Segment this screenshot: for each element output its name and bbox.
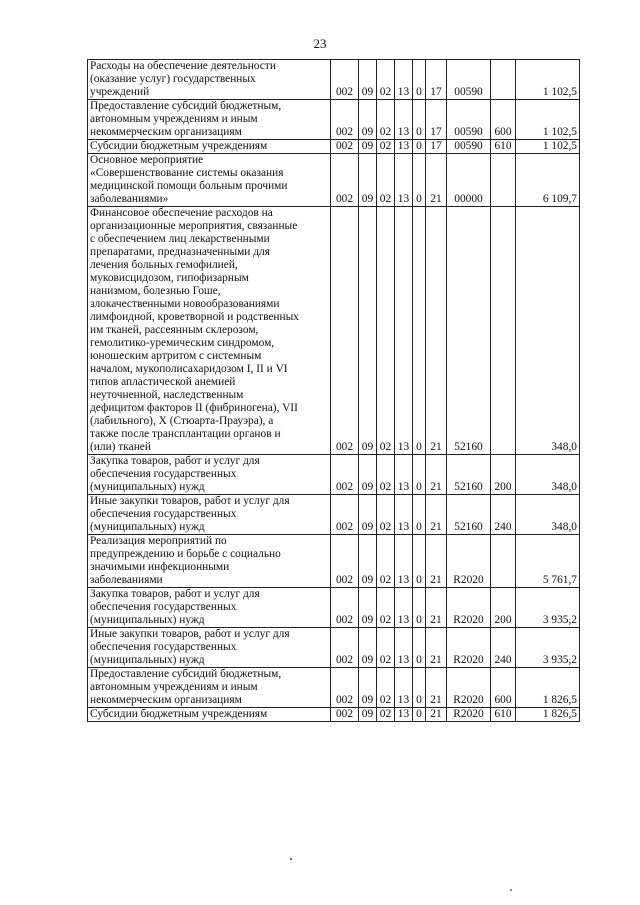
ministry-code-cell: 002 bbox=[331, 100, 359, 140]
subprogram-code-cell: 0 bbox=[413, 60, 426, 100]
event-code-cell: 21 bbox=[426, 495, 447, 535]
item-name-line: заболеваниями bbox=[90, 574, 163, 586]
direction-code-cell: 52160 bbox=[447, 207, 491, 455]
item-name-cell bbox=[88, 628, 331, 668]
item-name-line: (лабильного), X (Стюарта-Прауэра), а bbox=[90, 415, 274, 427]
expense-type-cell bbox=[491, 535, 516, 588]
section-code-cell: 09 bbox=[359, 708, 377, 722]
expense-type-cell: 240 bbox=[491, 628, 516, 668]
ministry-code-cell: 002 bbox=[331, 140, 359, 154]
subsection-code-cell: 02 bbox=[377, 140, 395, 154]
item-name-cell bbox=[88, 207, 331, 455]
item-name-line: Реализация мероприятий по bbox=[90, 535, 227, 547]
subprogram-code-cell: 0 bbox=[413, 668, 426, 708]
amount-cell: 1 826,5 bbox=[516, 708, 580, 722]
item-name-line: (муниципальных) нужд bbox=[90, 614, 205, 626]
item-name-cell bbox=[88, 708, 331, 722]
table-row bbox=[88, 668, 580, 708]
section-code-cell: 09 bbox=[359, 455, 377, 495]
item-name-line: обеспечения государственных bbox=[90, 468, 237, 480]
event-code-cell: 21 bbox=[426, 535, 447, 588]
section-code-cell: 09 bbox=[359, 535, 377, 588]
item-name-line: (или) тканей bbox=[90, 441, 151, 453]
item-name-line: неуточненной, наследственным bbox=[90, 389, 244, 401]
item-name-line: нанизмом, болезнью Гоше, bbox=[90, 285, 221, 297]
direction-code-cell: R2020 bbox=[447, 668, 491, 708]
ministry-code-cell: 002 bbox=[331, 535, 359, 588]
section-code-cell: 09 bbox=[359, 100, 377, 140]
program-code-cell: 13 bbox=[395, 668, 413, 708]
amount-cell: 1 102,5 bbox=[516, 100, 580, 140]
item-name-line: злокачественными новообразованиями bbox=[90, 298, 280, 310]
section-code-cell: 09 bbox=[359, 154, 377, 207]
subprogram-code-cell: 0 bbox=[413, 140, 426, 154]
direction-code-cell: 00590 bbox=[447, 100, 491, 140]
item-name-cell bbox=[88, 154, 331, 207]
item-name-line: Субсидии бюджетным учреждениям bbox=[90, 140, 268, 152]
item-name-line: Предоставление субсидий бюджетным, bbox=[90, 100, 282, 112]
event-code-cell: 21 bbox=[426, 588, 447, 628]
ministry-code-cell: 002 bbox=[331, 668, 359, 708]
item-name-cell bbox=[88, 588, 331, 628]
direction-code-cell: 00000 bbox=[447, 154, 491, 207]
program-code-cell: 13 bbox=[395, 60, 413, 100]
item-name-line: Закупка товаров, работ и услуг для bbox=[90, 455, 260, 467]
expense-type-cell bbox=[491, 154, 516, 207]
amount-cell: 348,0 bbox=[516, 495, 580, 535]
item-name-line: автономным учреждениям и иным bbox=[90, 113, 258, 125]
item-name-line: (муниципальных) нужд bbox=[90, 481, 205, 493]
direction-code-cell: 52160 bbox=[447, 495, 491, 535]
program-code-cell: 13 bbox=[395, 154, 413, 207]
scan-speck bbox=[290, 858, 292, 860]
item-name-line: учреждений bbox=[90, 86, 150, 98]
item-name-cell bbox=[88, 495, 331, 535]
program-code-cell: 13 bbox=[395, 495, 413, 535]
expense-type-cell bbox=[491, 60, 516, 100]
table-row bbox=[88, 60, 580, 100]
subprogram-code-cell: 0 bbox=[413, 154, 426, 207]
section-code-cell: 09 bbox=[359, 495, 377, 535]
program-code-cell: 13 bbox=[395, 708, 413, 722]
section-code-cell: 09 bbox=[359, 668, 377, 708]
event-code-cell: 21 bbox=[426, 708, 447, 722]
expense-type-cell: 600 bbox=[491, 668, 516, 708]
item-name-line: гемолитико-уремическим синдромом, bbox=[90, 337, 275, 349]
ministry-code-cell: 002 bbox=[331, 588, 359, 628]
expense-type-cell: 200 bbox=[491, 455, 516, 495]
direction-code-cell: R2020 bbox=[447, 708, 491, 722]
amount-cell: 1 102,5 bbox=[516, 60, 580, 100]
subprogram-code-cell: 0 bbox=[413, 455, 426, 495]
expense-type-cell: 610 bbox=[491, 708, 516, 722]
item-name-line: автономным учреждениям и иным bbox=[90, 681, 258, 693]
program-code-cell: 13 bbox=[395, 207, 413, 455]
subsection-code-cell: 02 bbox=[377, 588, 395, 628]
item-name-line: Финансовое обеспечение расходов на bbox=[90, 207, 273, 219]
table-row bbox=[88, 455, 580, 495]
item-name-line: обеспечения государственных bbox=[90, 641, 237, 653]
table-row bbox=[88, 535, 580, 588]
direction-code-cell: R2020 bbox=[447, 535, 491, 588]
item-name-line: обеспечения государственных bbox=[90, 508, 237, 520]
amount-cell: 348,0 bbox=[516, 207, 580, 455]
event-code-cell: 21 bbox=[426, 207, 447, 455]
ministry-code-cell: 002 bbox=[331, 628, 359, 668]
item-name-line: дефицитом факторов II (фибриногена), VII bbox=[90, 402, 298, 414]
event-code-cell: 17 bbox=[426, 140, 447, 154]
item-name-line: «Совершенствование системы оказания bbox=[90, 167, 284, 179]
item-name-line: заболеваниями» bbox=[90, 193, 169, 205]
table-row bbox=[88, 207, 580, 455]
amount-cell: 6 109,7 bbox=[516, 154, 580, 207]
subsection-code-cell: 02 bbox=[377, 668, 395, 708]
subsection-code-cell: 02 bbox=[377, 60, 395, 100]
item-name-line: им тканей, рассеянным склерозом, bbox=[90, 324, 259, 336]
item-name-cell bbox=[88, 455, 331, 495]
item-name-cell bbox=[88, 60, 331, 100]
item-name-line: медицинской помощи больным прочими bbox=[90, 180, 288, 192]
section-code-cell: 09 bbox=[359, 140, 377, 154]
program-code-cell: 13 bbox=[395, 140, 413, 154]
item-name-line: (муниципальных) нужд bbox=[90, 654, 205, 666]
subprogram-code-cell: 0 bbox=[413, 535, 426, 588]
item-name-line: Закупка товаров, работ и услуг для bbox=[90, 588, 260, 600]
direction-code-cell: R2020 bbox=[447, 588, 491, 628]
expense-type-cell: 200 bbox=[491, 588, 516, 628]
item-name-cell bbox=[88, 668, 331, 708]
ministry-code-cell: 002 bbox=[331, 495, 359, 535]
event-code-cell: 21 bbox=[426, 668, 447, 708]
ministry-code-cell: 002 bbox=[331, 154, 359, 207]
subprogram-code-cell: 0 bbox=[413, 100, 426, 140]
amount-cell: 1 826,5 bbox=[516, 668, 580, 708]
section-code-cell: 09 bbox=[359, 207, 377, 455]
item-name-cell bbox=[88, 100, 331, 140]
table-row bbox=[88, 588, 580, 628]
expense-type-cell bbox=[491, 207, 516, 455]
item-name-line: лечения больных гемофилией, bbox=[90, 259, 238, 271]
item-name-line: началом, мукополисахаридозом I, II и VI bbox=[90, 363, 288, 375]
section-code-cell: 09 bbox=[359, 60, 377, 100]
budget-table bbox=[87, 59, 580, 722]
program-code-cell: 13 bbox=[395, 535, 413, 588]
item-name-cell bbox=[88, 535, 331, 588]
item-name-line: (муниципальных) нужд bbox=[90, 521, 205, 533]
item-name-line: предупреждению и борьбе с социально bbox=[90, 548, 281, 560]
table-row bbox=[88, 708, 580, 722]
direction-code-cell: 52160 bbox=[447, 455, 491, 495]
item-name-line: Предоставление субсидий бюджетным, bbox=[90, 668, 282, 680]
event-code-cell: 21 bbox=[426, 154, 447, 207]
ministry-code-cell: 002 bbox=[331, 708, 359, 722]
item-name-line: юношеским артритом с системным bbox=[90, 350, 262, 362]
program-code-cell: 13 bbox=[395, 455, 413, 495]
subsection-code-cell: 02 bbox=[377, 628, 395, 668]
item-name-line: также после трансплантации органов и bbox=[90, 428, 281, 440]
item-name-line: некоммерческим организациям bbox=[90, 694, 242, 706]
item-name-line: некоммерческим организациям bbox=[90, 126, 242, 138]
event-code-cell: 21 bbox=[426, 455, 447, 495]
scan-speck bbox=[510, 889, 512, 891]
subprogram-code-cell: 0 bbox=[413, 495, 426, 535]
direction-code-cell: 00590 bbox=[447, 60, 491, 100]
direction-code-cell: 00590 bbox=[447, 140, 491, 154]
table-row bbox=[88, 140, 580, 154]
event-code-cell: 21 bbox=[426, 628, 447, 668]
table-row bbox=[88, 495, 580, 535]
amount-cell: 3 935,2 bbox=[516, 588, 580, 628]
expense-type-cell: 610 bbox=[491, 140, 516, 154]
amount-cell: 1 102,5 bbox=[516, 140, 580, 154]
ministry-code-cell: 002 bbox=[331, 455, 359, 495]
direction-code-cell: R2020 bbox=[447, 628, 491, 668]
item-name-line: типов апластической анемией bbox=[90, 376, 236, 388]
expense-type-cell: 240 bbox=[491, 495, 516, 535]
program-code-cell: 13 bbox=[395, 100, 413, 140]
item-name-line: Субсидии бюджетным учреждениям bbox=[90, 708, 268, 720]
item-name-line: муковисцидозом, гипофизарным bbox=[90, 272, 249, 284]
page-number: 23 bbox=[313, 36, 327, 51]
subsection-code-cell: 02 bbox=[377, 535, 395, 588]
expense-type-cell: 600 bbox=[491, 100, 516, 140]
subprogram-code-cell: 0 bbox=[413, 708, 426, 722]
program-code-cell: 13 bbox=[395, 588, 413, 628]
table-row bbox=[88, 154, 580, 207]
ministry-code-cell: 002 bbox=[331, 60, 359, 100]
section-code-cell: 09 bbox=[359, 588, 377, 628]
table-row bbox=[88, 100, 580, 140]
ministry-code-cell: 002 bbox=[331, 207, 359, 455]
item-name-line: Иные закупки товаров, работ и услуг для bbox=[90, 628, 290, 640]
subsection-code-cell: 02 bbox=[377, 495, 395, 535]
item-name-line: Иные закупки товаров, работ и услуг для bbox=[90, 495, 290, 507]
section-code-cell: 09 bbox=[359, 628, 377, 668]
amount-cell: 5 761,7 bbox=[516, 535, 580, 588]
amount-cell: 348,0 bbox=[516, 455, 580, 495]
subsection-code-cell: 02 bbox=[377, 100, 395, 140]
table-body bbox=[88, 60, 580, 722]
item-name-line: Основное мероприятие bbox=[90, 154, 204, 166]
subprogram-code-cell: 0 bbox=[413, 207, 426, 455]
table-row bbox=[88, 628, 580, 668]
event-code-cell: 17 bbox=[426, 100, 447, 140]
item-name-line: препаратами, предназначенными для bbox=[90, 246, 270, 258]
subprogram-code-cell: 0 bbox=[413, 588, 426, 628]
item-name-line: лимфоидной, кроветворной и родственных bbox=[90, 311, 299, 323]
subsection-code-cell: 02 bbox=[377, 455, 395, 495]
item-name-cell bbox=[88, 140, 331, 154]
subsection-code-cell: 02 bbox=[377, 207, 395, 455]
program-code-cell: 13 bbox=[395, 628, 413, 668]
item-name-line: Расходы на обеспечение деятельности bbox=[90, 60, 276, 72]
subsection-code-cell: 02 bbox=[377, 154, 395, 207]
item-name-line: обеспечения государственных bbox=[90, 601, 237, 613]
item-name-line: значимыми инфекционными bbox=[90, 561, 230, 573]
subprogram-code-cell: 0 bbox=[413, 628, 426, 668]
subsection-code-cell: 02 bbox=[377, 708, 395, 722]
amount-cell: 3 935,2 bbox=[516, 628, 580, 668]
item-name-line: с обеспечением лиц лекарственными bbox=[90, 233, 270, 245]
item-name-line: организационные мероприятия, связанные bbox=[90, 220, 298, 232]
item-name-line: (оказание услуг) государственных bbox=[90, 73, 256, 85]
event-code-cell: 17 bbox=[426, 60, 447, 100]
